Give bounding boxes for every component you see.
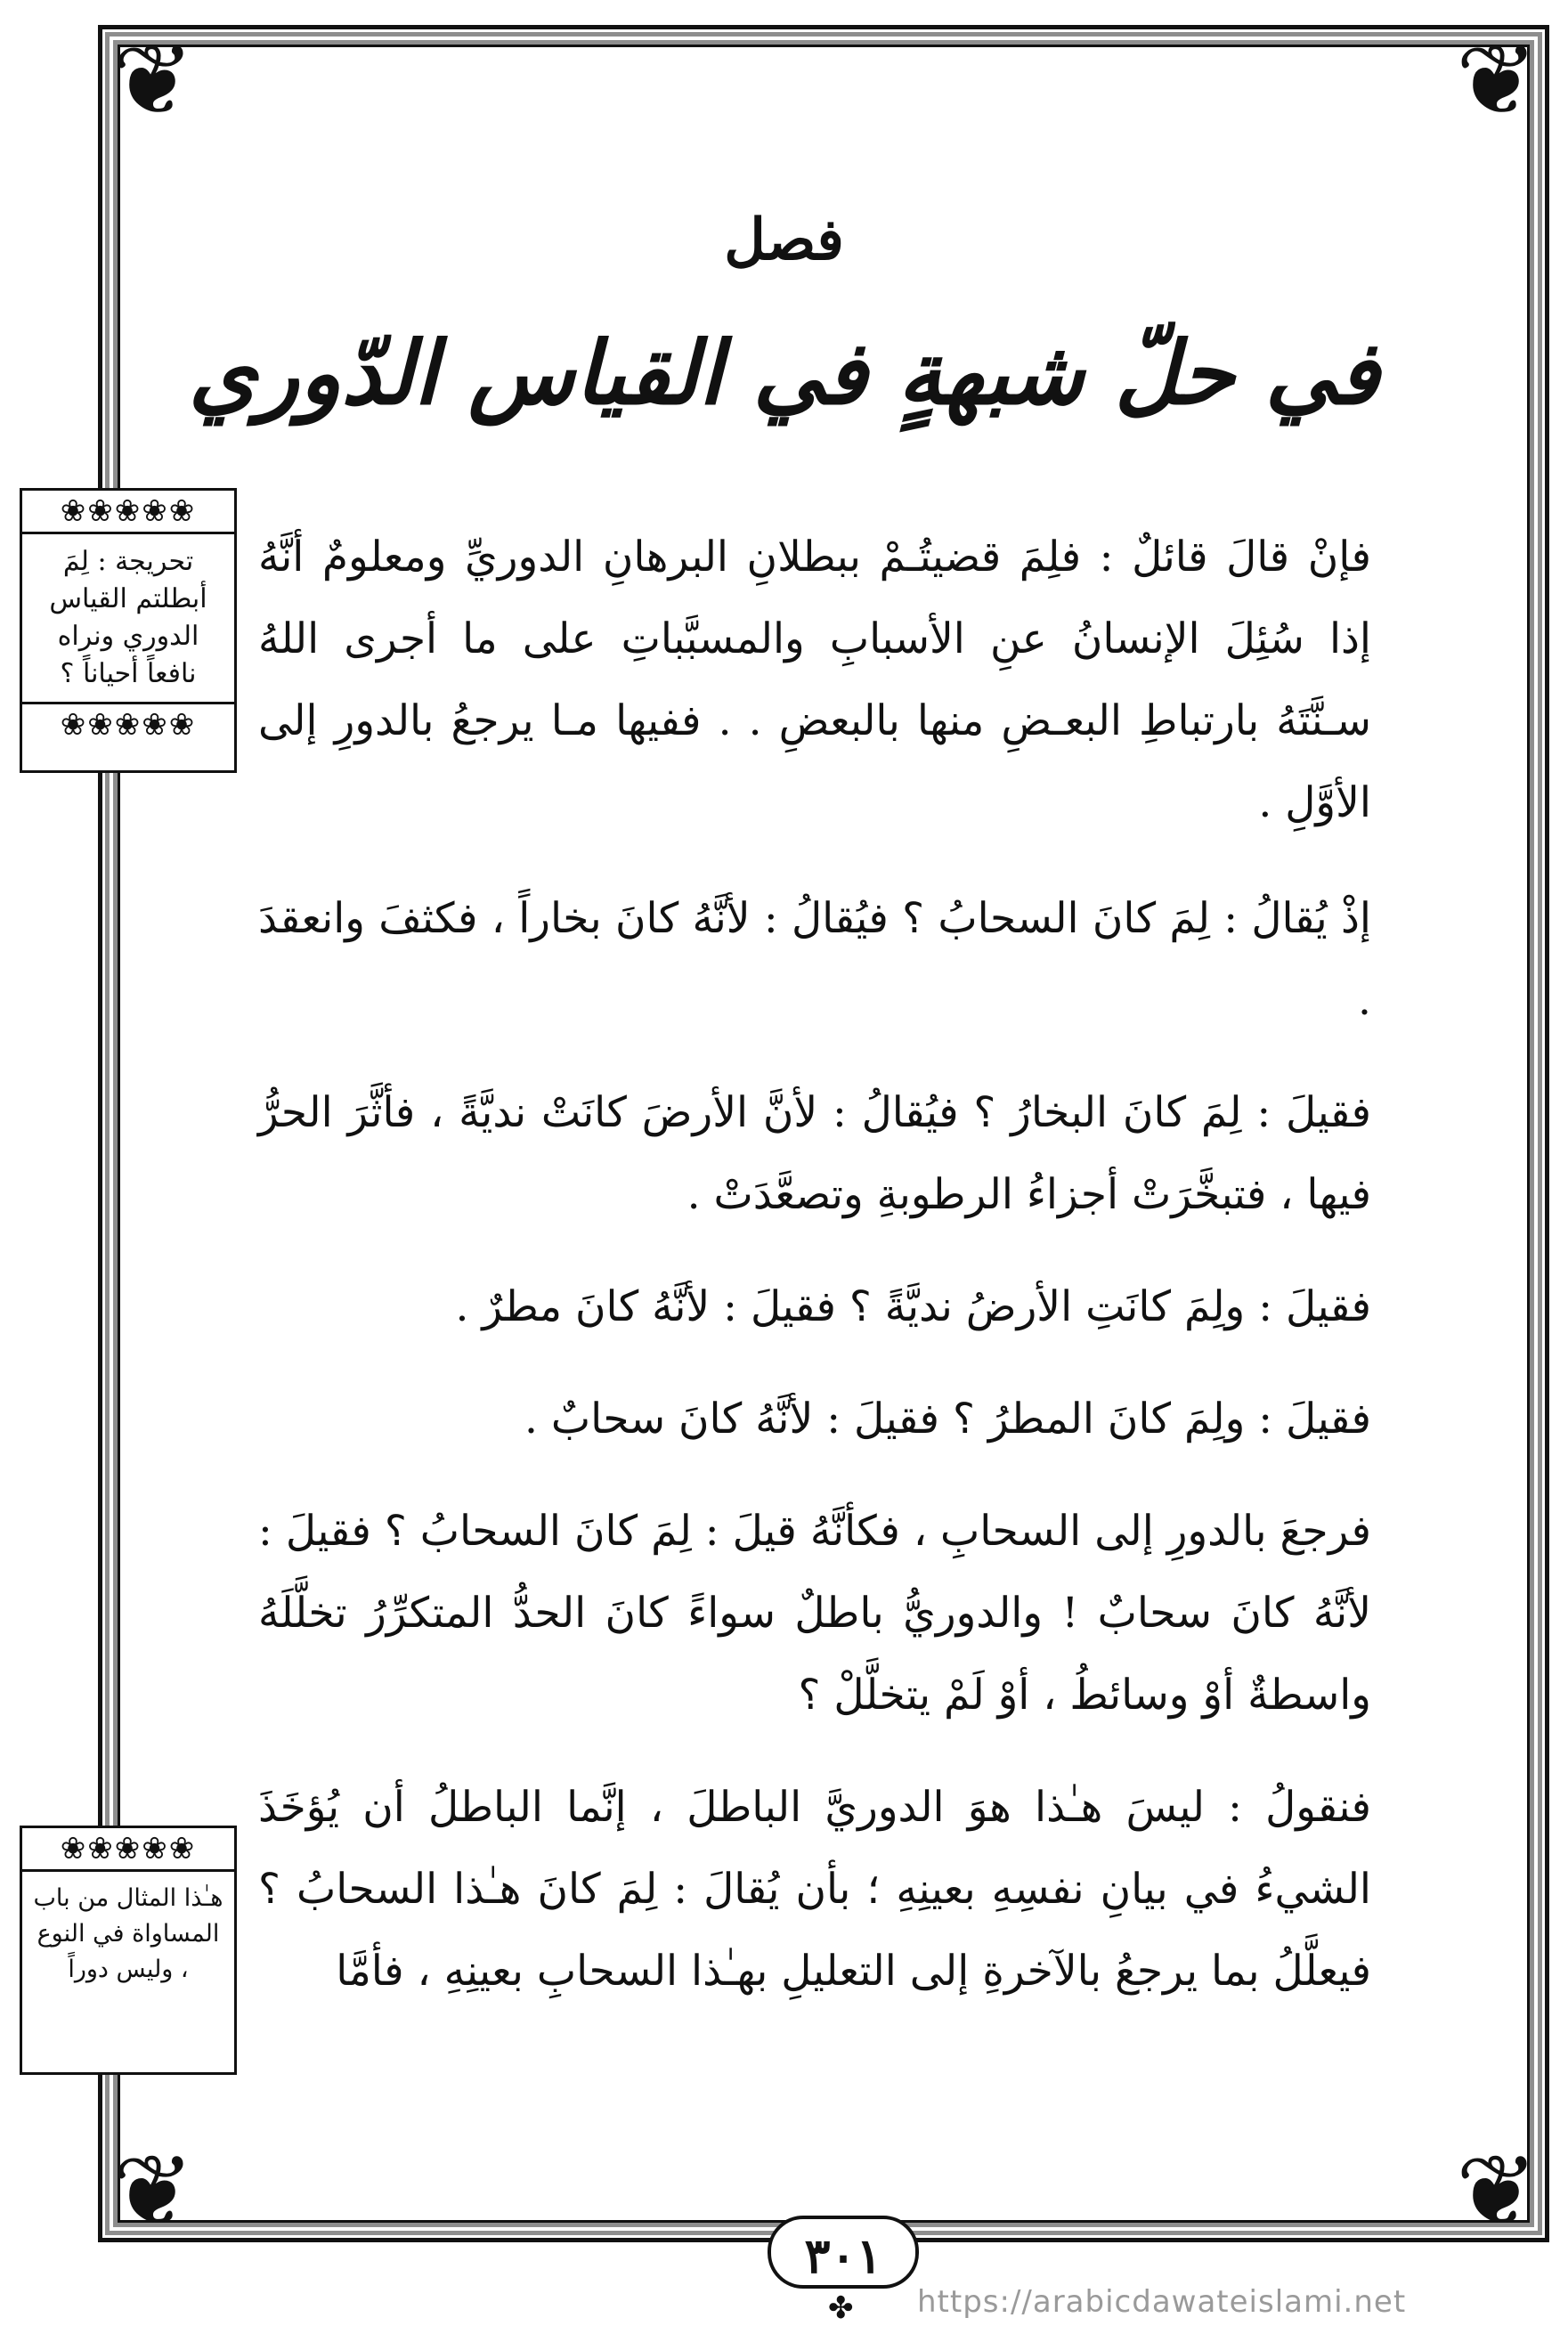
paragraph: فقيلَ : لِمَ كانَ البخارُ ؟ فيُقالُ : لأنَّ الأرضَ كانَتْ نديَّةً ، فأثَّرَ الحرُّ فيها ، فتبخَّرَتْ أجزاءُ الرطوبةِ وتصعَّدَتْ . bbox=[258, 1088, 1371, 1219]
corner-ornament-icon: ❦ bbox=[111, 23, 195, 137]
corner-ornament-icon: ❦ bbox=[1455, 23, 1539, 137]
section-label: فصل bbox=[724, 207, 844, 273]
paragraph: فنقولُ : ليسَ هـٰذا هوَ الدوريَّ الباطلَ ، إنَّما الباطلُ أن يُؤخَذَ الشيءُ في بيانِ نفسِهِ بعينِهِ ؛ بأن يُقالَ : لِمَ كانَ هـٰذا السحابُ ؟ فيعلَّلُ بما يرجعُ بالآخرةِ إلى التعليلِ بهـٰذا السحابِ بعينِهِ ، فأمَّا bbox=[258, 1783, 1371, 1996]
paragraph: فقيلَ : ولِمَ كانَتِ الأرضُ نديَّةً ؟ فقيلَ : لأنَّهُ كانَ مطرٌ . bbox=[455, 1282, 1371, 1331]
note-ornament-icon: ❀❀❀❀❀ bbox=[22, 702, 234, 745]
body-text bbox=[258, 516, 1371, 2043]
note-ornament-icon: ❀❀❀❀❀ bbox=[22, 491, 234, 534]
watermark-url: https://arabicdawateislami.net bbox=[917, 2284, 1407, 2320]
paragraph: إذْ يُقالُ : لِمَ كانَ السحابُ ؟ فيُقالُ : لأنَّهُ كانَ بخاراً ، فكثفَ وانعقدَ . bbox=[258, 894, 1371, 1025]
corner-ornament-icon: ❦ bbox=[111, 2134, 195, 2248]
side-note-text: هـٰذا المثال من باب المساواة في النوع ، وليس دوراً bbox=[33, 1884, 223, 1983]
page-title: في حلّ شبهةٍ في القياس الدّوري bbox=[188, 322, 1380, 425]
note-ornament-icon: ❀❀❀❀❀ bbox=[22, 1828, 234, 1872]
corner-ornament-icon: ❦ bbox=[1455, 2134, 1539, 2248]
side-note bbox=[20, 488, 237, 773]
paragraph: فإنْ قالَ قائلٌ : فلِمَ قضيتُـمْ ببطلانِ البرهانِ الدوريِّ ومعلومٌ أنَّهُ إذا سُئِلَ الإنسانُ عنِ الأسبابِ والمسبَّباتِ على ما أجرى اللهُ سـنَّتَهُ بارتباطِ البعـضِ منها بالبعضِ . . ففيها مـا يرجعُ بالدورِ إلى الأوَّلِ . bbox=[258, 533, 1371, 827]
side-note bbox=[20, 1826, 237, 2075]
paragraph: فرجعَ بالدورِ إلى السحابِ ، فكأنَّهُ قيلَ : لِمَ كانَ السحابُ ؟ فقيلَ : لأنَّهُ كانَ سحابٌ ! والدوريُّ باطلٌ سواءً كانَ الحدُّ المتكرِّرُ تخلَّلَهُ واسطةٌ أوْ وسائطُ ، أوْ لَمْ يتخلَّلْ ؟ bbox=[258, 1507, 1371, 1720]
paragraph: فقيلَ : ولِمَ كانَ المطرُ ؟ فقيلَ : لأنَّهُ كانَ سحابٌ . bbox=[524, 1395, 1371, 1444]
page-number-ornament-icon: ✤ bbox=[828, 2290, 854, 2326]
page-number: ٣٠١ bbox=[768, 2216, 919, 2289]
side-note-text: تحريجة : لِمَ أبطلتم القياس الدوري ونراه نافعاً أحياناً ؟ bbox=[49, 546, 207, 689]
